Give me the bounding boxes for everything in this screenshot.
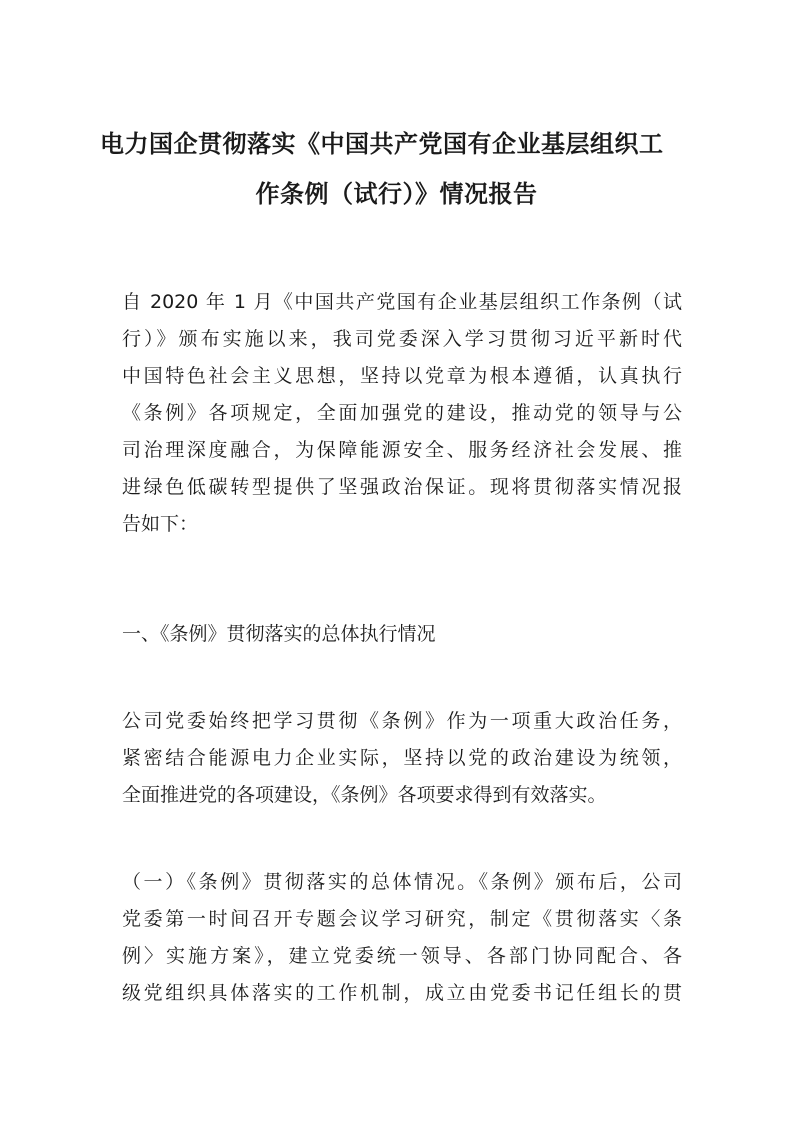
text-line: 级党组织具体落实的工作机制，成立由党委书记任组长的贯 bbox=[122, 982, 682, 1004]
intro-paragraph bbox=[122, 284, 682, 543]
text-line: 紧密结合能源电力企业实际，坚持以党的政治建设为统领， bbox=[122, 747, 682, 769]
subsection-paragraph bbox=[122, 864, 682, 1012]
section-paragraph bbox=[122, 703, 682, 814]
text-line: 一、《条例》贯彻落实的总体执行情况 bbox=[122, 623, 436, 645]
text-line: 自 2020 年 1 月《中国共产党国有企业基层组织工作条例（试 bbox=[122, 291, 682, 313]
text-line: 告如下： bbox=[122, 513, 199, 535]
text-line: 例〉实施方案》，建立党委统一领导、各部门协同配合、各 bbox=[122, 945, 682, 967]
text-line: 公司党委始终把学习贯彻《条例》作为一项重大政治任务， bbox=[122, 710, 682, 732]
text-line: 中国特色社会主义思想，坚持以党章为根本遵循，认真执行 bbox=[122, 365, 682, 387]
section-heading bbox=[122, 616, 682, 653]
text-line: 《条例》各项规定，全面加强党的建设，推动党的领导与公 bbox=[122, 402, 682, 424]
text-line: 全面推进党的各项建设，《条例》各项要求得到有效落实。 bbox=[122, 784, 607, 806]
text-line: 进绿色低碳转型提供了坚强政治保证。现将贯彻落实情况报 bbox=[122, 476, 682, 498]
document-title-line-2: 作条例（试行）》情况报告 bbox=[255, 180, 538, 208]
text-line: 司治理深度融合，为保障能源安全、服务经济社会发展、推 bbox=[122, 439, 682, 461]
text-line: 党委第一时间召开专题会议学习研究，制定《贯彻落实〈条 bbox=[122, 908, 682, 930]
text-line: 行）》颁布实施以来，我司党委深入学习贯彻习近平新时代 bbox=[122, 328, 682, 350]
document-title-line-1: 电力国企贯彻落实《中国共产党国有企业基层组织工 bbox=[100, 130, 664, 158]
text-line: （一）《条例》贯彻落实的总体情况。《条例》颁布后，公司 bbox=[122, 871, 682, 893]
